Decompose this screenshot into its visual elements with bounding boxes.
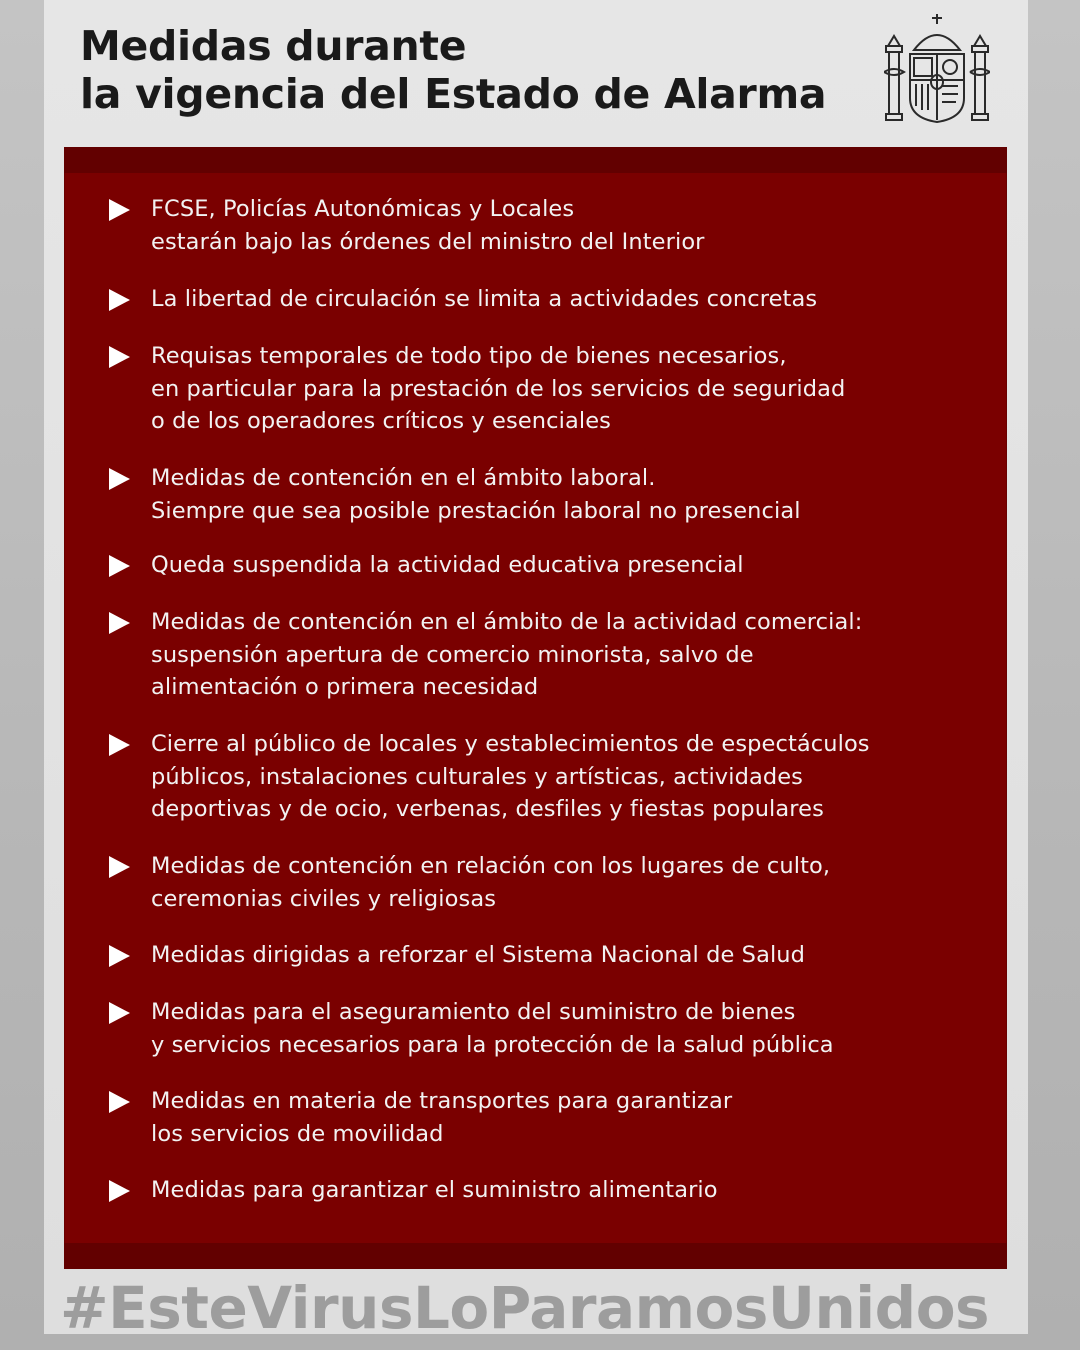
measure-text: Queda suspendida la actividad educativa presencial xyxy=(151,552,744,578)
play-triangle-icon xyxy=(106,466,132,492)
measure-text: Cierre al público de locales y establecimientos de espectáculos públicos, instalaciones culturales y artísticas, actividades deportivas y de ocio, verbenas, desfiles y fiestas populares xyxy=(151,731,870,822)
measure-text: Medidas de contención en el ámbito laboral. Siempre que sea posible prestación laboral no presencial xyxy=(151,465,801,524)
play-triangle-icon xyxy=(106,610,132,636)
measure-text: FCSE, Policías Autonómicas y Locales estarán bajo las órdenes del ministro del Interior xyxy=(151,196,705,255)
measure-text: Medidas para garantizar el suministro alimentario xyxy=(151,1177,718,1203)
measure-text: La libertad de circulación se limita a actividades concretas xyxy=(151,286,818,312)
measures-panel xyxy=(64,147,1007,1269)
title-line-1: Medidas durante xyxy=(80,22,467,70)
play-triangle-icon xyxy=(106,287,132,313)
play-triangle-icon xyxy=(106,553,132,579)
hashtag-footer: #EsteVirusLoParamosUnidos xyxy=(60,1274,990,1342)
measure-text: Medidas en materia de transportes para garantizar los servicios de movilidad xyxy=(151,1088,733,1147)
measure-text: Medidas para el aseguramiento del suministro de bienes y servicios necesarios para la protección de la salud pública xyxy=(151,999,834,1058)
measure-text: Medidas de contención en relación con los lugares de culto, ceremonias civiles y religiosas xyxy=(151,853,831,912)
measure-text: Medidas de contención en el ámbito de la actividad comercial: suspensión apertura de comercio minorista, salvo de alimentación o primera necesidad xyxy=(151,609,863,700)
play-triangle-icon xyxy=(106,197,132,223)
title-line-2: la vigencia del Estado de Alarma xyxy=(80,70,827,118)
play-triangle-icon xyxy=(106,344,132,370)
play-triangle-icon xyxy=(106,1089,132,1115)
spanish-coat-of-arms-icon xyxy=(884,10,990,126)
play-triangle-icon xyxy=(106,854,132,880)
play-triangle-icon xyxy=(106,1178,132,1204)
measure-text: Requisas temporales de todo tipo de bienes necesarios, en particular para la prestación de los servicios de seguridad o de los operadores críticos y esenciales xyxy=(151,343,846,434)
page-title xyxy=(80,22,860,118)
play-triangle-icon xyxy=(106,1000,132,1026)
play-triangle-icon xyxy=(106,732,132,758)
measure-text: Medidas dirigidas a reforzar el Sistema Nacional de Salud xyxy=(151,942,806,968)
play-triangle-icon xyxy=(106,943,132,969)
measures-list xyxy=(64,147,1007,1269)
